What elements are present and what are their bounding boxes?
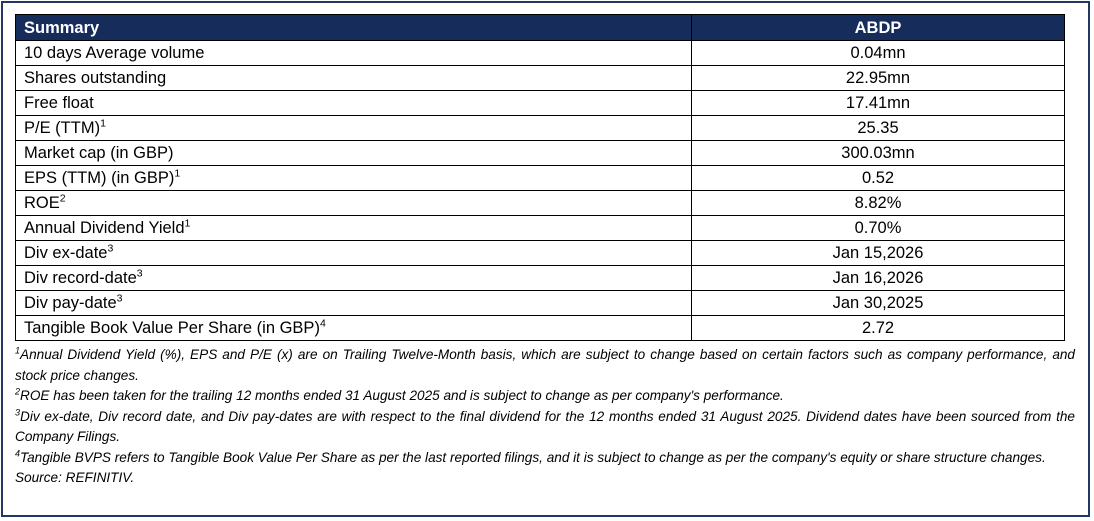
table-row (16, 41, 1065, 66)
table-row (16, 316, 1065, 341)
footnote-marker: 1 (174, 167, 181, 180)
row-label: Annual Dividend Yield (24, 219, 185, 237)
row-value: Jan 16,2026 (692, 266, 1065, 291)
row-label-cell (16, 316, 692, 341)
row-label-cell (16, 191, 692, 216)
row-value: 300.03mn (692, 141, 1065, 166)
row-label: Shares outstanding (24, 69, 167, 87)
row-label: ROE (24, 194, 60, 212)
table-row (16, 241, 1065, 266)
table-row (16, 191, 1065, 216)
row-value: 0.04mn (692, 41, 1065, 66)
footnote-text: ROE has been taken for the trailing 12 months ended 31 August 2025 and is subject to change as per company's performance. (20, 388, 784, 403)
row-value: 8.82% (692, 191, 1065, 216)
footnote-marker: 3 (107, 242, 114, 255)
footnote-number: 1 (15, 345, 21, 356)
row-value: 0.52 (692, 166, 1065, 191)
row-label-cell (16, 216, 692, 241)
table-row (16, 291, 1065, 316)
footnote-marker: 3 (136, 267, 143, 280)
row-value: Jan 30,2025 (692, 291, 1065, 316)
table-header-row (16, 15, 1065, 41)
header-value: ABDP (692, 15, 1065, 41)
row-label-cell (16, 91, 692, 116)
footnote-number: 3 (15, 406, 21, 417)
footnote (15, 407, 1075, 448)
footnote (15, 386, 1075, 407)
table-row (16, 266, 1065, 291)
row-label: Tangible Book Value Per Share (in GBP) (24, 319, 320, 337)
row-value: 0.70% (692, 216, 1065, 241)
table-row (16, 91, 1065, 116)
row-value: 22.95mn (692, 66, 1065, 91)
table-row (16, 141, 1065, 166)
footnotes (15, 345, 1075, 489)
row-label: Div pay-date (24, 294, 117, 312)
row-label: P/E (TTM) (24, 119, 101, 137)
row-label: Market cap (in GBP) (24, 144, 174, 162)
footnote-marker: 2 (59, 192, 66, 205)
row-label-cell (16, 291, 692, 316)
row-label: Div ex-date (24, 244, 108, 262)
row-value: 17.41mn (692, 91, 1065, 116)
table-row (16, 116, 1065, 141)
footnote-marker: 1 (100, 117, 106, 130)
header-label: Summary (16, 15, 692, 41)
footnote-marker: 4 (319, 317, 326, 330)
row-label-cell (16, 66, 692, 91)
footnote-marker: 3 (116, 292, 123, 305)
row-label-cell (16, 241, 692, 266)
row-label-cell (16, 141, 692, 166)
row-value: 25.35 (692, 116, 1065, 141)
row-label-cell (16, 266, 692, 291)
footnote-text: Annual Dividend Yield (%), EPS and P/E (x) are on Trailing Twelve-Month basis, which are subject to change based on certain factors such as company performance, and stock price changes. (15, 347, 1075, 383)
row-value: 2.72 (692, 316, 1065, 341)
summary-panel (1, 1, 1090, 517)
footnote-marker: 1 (184, 217, 191, 230)
row-label-cell (16, 116, 692, 141)
footnote (15, 448, 1075, 469)
footnote (15, 468, 1075, 489)
row-value: Jan 15,2026 (692, 241, 1065, 266)
row-label: Free float (24, 94, 94, 112)
footnote-number: 4 (15, 447, 21, 458)
footnote-text: Source: REFINITIV. (15, 470, 135, 485)
summary-table (15, 14, 1065, 341)
table-row (16, 216, 1065, 241)
table-row (16, 166, 1065, 191)
row-label: 10 days Average volume (24, 44, 205, 62)
footnote-text: Div ex-date, Div record date, and Div pay-dates are with respect to the final dividend for the 12 months ended 31 August 2025. Dividend dates have been sourced from the Company Filings. (15, 408, 1075, 444)
row-label-cell (16, 166, 692, 191)
row-label: EPS (TTM) (in GBP) (24, 169, 175, 187)
row-label: Div record-date (24, 269, 137, 287)
table-row (16, 66, 1065, 91)
footnote-number: 2 (15, 386, 21, 397)
footnote-text: Tangible BVPS refers to Tangible Book Value Per Share as per the last reported filings, and it is subject to change as per the company's equity or share structure changes. (20, 449, 1046, 465)
row-label-cell (16, 41, 692, 66)
footnote (15, 345, 1075, 386)
